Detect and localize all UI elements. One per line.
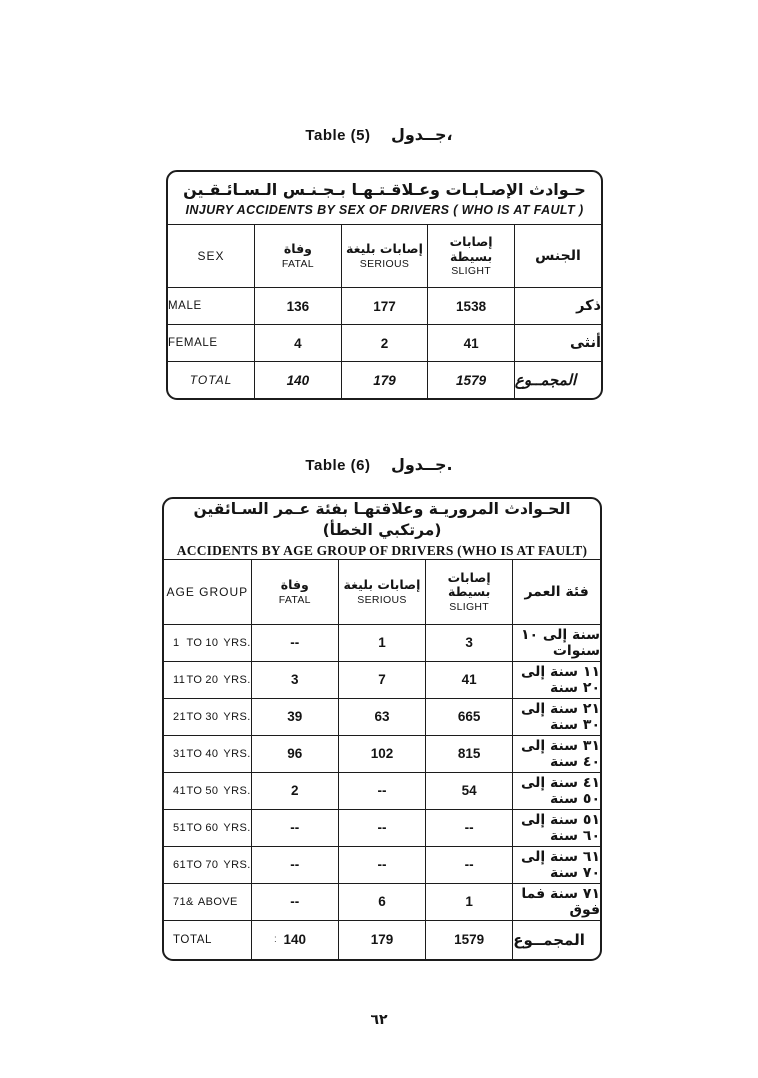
slight-value: -- [426, 846, 513, 883]
row-label-arabic: أنثى [514, 325, 601, 362]
fatal-total: 140 [251, 920, 338, 959]
table6-row-3 [164, 698, 600, 735]
row-label: MALE [168, 288, 255, 325]
serious-value: 2 [341, 325, 428, 362]
table6-row-total [164, 920, 600, 959]
serious-value: 6 [338, 883, 425, 920]
table5-colheader-slight: إصابات بسيطة SLIGHT [428, 225, 515, 288]
serious-value: 7 [338, 661, 425, 698]
table6-row-6 [164, 809, 600, 846]
table5-row-total [168, 362, 601, 399]
age-range: 51 TO 60 YRS. [173, 821, 251, 834]
age-range-arabic: ١١ سنة إلى ٢٠ سنة [513, 661, 600, 698]
age-range-arabic: ٢١ سنة إلى ٣٠ سنة [513, 698, 600, 735]
slight-value: 41 [428, 325, 515, 362]
table5-colheader-sex: SEX [168, 225, 255, 288]
serious-value: 102 [338, 735, 425, 772]
table6-row-4 [164, 735, 600, 772]
age-range-arabic: ٧١ سنة فما فوق [513, 883, 600, 920]
serious-value: -- [338, 772, 425, 809]
slight-total: 1579 [428, 362, 515, 399]
table5 [166, 170, 603, 400]
serious-value: -- [338, 846, 425, 883]
fatal-value: -- [251, 624, 338, 661]
table6-grid [164, 499, 600, 959]
total-label: TOTAL [168, 362, 255, 399]
age-range: 71 & ABOVE [173, 895, 238, 908]
age-range: 41 TO 50 YRS. [173, 784, 251, 797]
table5-colheader-serious: إصابات بليغة SERIOUS [341, 225, 428, 288]
age-range: 61 TO 70 YRS. [173, 858, 251, 871]
table5-header-band [168, 172, 601, 225]
fatal-value: -- [251, 809, 338, 846]
slight-value: 1 [426, 883, 513, 920]
table6-colheader-serious: إصابات بليغة SERIOUS [338, 559, 425, 624]
table6-row-8 [164, 883, 600, 920]
slight-value: 665 [426, 698, 513, 735]
total-label-arabic: المجمــوع [514, 362, 601, 399]
table5-title-ar: جــدول، [390, 125, 453, 144]
table5-title-en: Table (5) [305, 127, 371, 144]
slight-total: 1579 [426, 920, 513, 959]
serious-total: 179 [338, 920, 425, 959]
age-range: 1 TO 10 YRS. [173, 636, 251, 649]
table6-colheader-agegroup: AGE GROUP [164, 559, 251, 624]
table6-header-band [164, 499, 600, 559]
table6-row-1 [164, 624, 600, 661]
age-range: 11 TO 20 YRS. [173, 673, 251, 686]
slight-value: 54 [426, 772, 513, 809]
total-label-arabic: المجمــوع [513, 920, 600, 959]
fatal-value: 2 [251, 772, 338, 809]
serious-value: -- [338, 809, 425, 846]
table5-colheader-fatal: وفاة FATAL [255, 225, 342, 288]
table6-header-english: ACCIDENTS BY AGE GROUP OF DRIVERS (WHO IS AT FAULT) [176, 542, 588, 558]
serious-value: 177 [341, 288, 428, 325]
table6 [162, 497, 602, 961]
table5-grid [168, 172, 601, 398]
fatal-value: -- [251, 883, 338, 920]
total-label-cell [164, 933, 278, 946]
row-label: FEMALE [168, 325, 255, 362]
age-range: 21 TO 30 YRS. [173, 710, 251, 723]
age-range-arabic: ٥١ سنة إلى ٦٠ سنة [513, 809, 600, 846]
slight-value: 815 [426, 735, 513, 772]
fatal-value: -- [251, 846, 338, 883]
fatal-value: 3 [251, 661, 338, 698]
slight-value: -- [426, 809, 513, 846]
fatal-value: 39 [251, 698, 338, 735]
table6-colheader-age-ar: فئة العمر [513, 559, 600, 624]
table6-title-ar: جــدول. [390, 455, 453, 474]
slight-value: 3 [426, 624, 513, 661]
age-range-arabic: ٤١ سنة إلى ٥٠ سنة [513, 772, 600, 809]
table5-colheader-gender-ar: الجنس [514, 225, 601, 288]
table5-header-arabic: حـوادث الإصـابـات وعـلاقـتـهـا بـجـنـس الـسـائـقـين [183, 180, 586, 200]
serious-value: 63 [338, 698, 425, 735]
age-range-arabic: ٣١ سنة إلى ٤٠ سنة [513, 735, 600, 772]
table6-row-2 [164, 661, 600, 698]
table6-title [0, 455, 758, 475]
table5-row-male [168, 288, 601, 325]
slight-value: 1538 [428, 288, 515, 325]
table6-header-arabic: الحـوادث المروريـة وعلاقتهـا بفئة عـمر السـائقين (مرتكبي الخطأ) [193, 500, 571, 539]
table6-row-7 [164, 846, 600, 883]
table6-colheader-slight: إصابات بسيطة SLIGHT [426, 559, 513, 624]
row-label-arabic: ذكر [514, 288, 601, 325]
table6-colheader-fatal: وفاة FATAL [251, 559, 338, 624]
slight-value: 41 [426, 661, 513, 698]
fatal-value: 96 [251, 735, 338, 772]
fatal-total: 140 [255, 362, 342, 399]
fatal-value: 136 [255, 288, 342, 325]
serious-value: 1 [338, 624, 425, 661]
age-range-arabic: ٦١ سنة إلى ٧٠ سنة [513, 846, 600, 883]
age-range: 31 TO 40 YRS. [173, 747, 251, 760]
age-range-arabic: سنة إلى ١٠ سنوات [513, 624, 600, 661]
table5-row-female [168, 325, 601, 362]
table6-row-5 [164, 772, 600, 809]
total-label: TOTAL [173, 933, 212, 946]
serious-total: 179 [341, 362, 428, 399]
table5-header-english: INJURY ACCIDENTS BY SEX OF DRIVERS ( WHO IS AT FAULT ) [185, 202, 584, 217]
page-number: ٦٢ [370, 1012, 388, 1028]
stray-mark: : [274, 934, 278, 946]
table6-title-en: Table (6) [305, 457, 371, 474]
fatal-value: 4 [255, 325, 342, 362]
table5-title [0, 125, 758, 145]
